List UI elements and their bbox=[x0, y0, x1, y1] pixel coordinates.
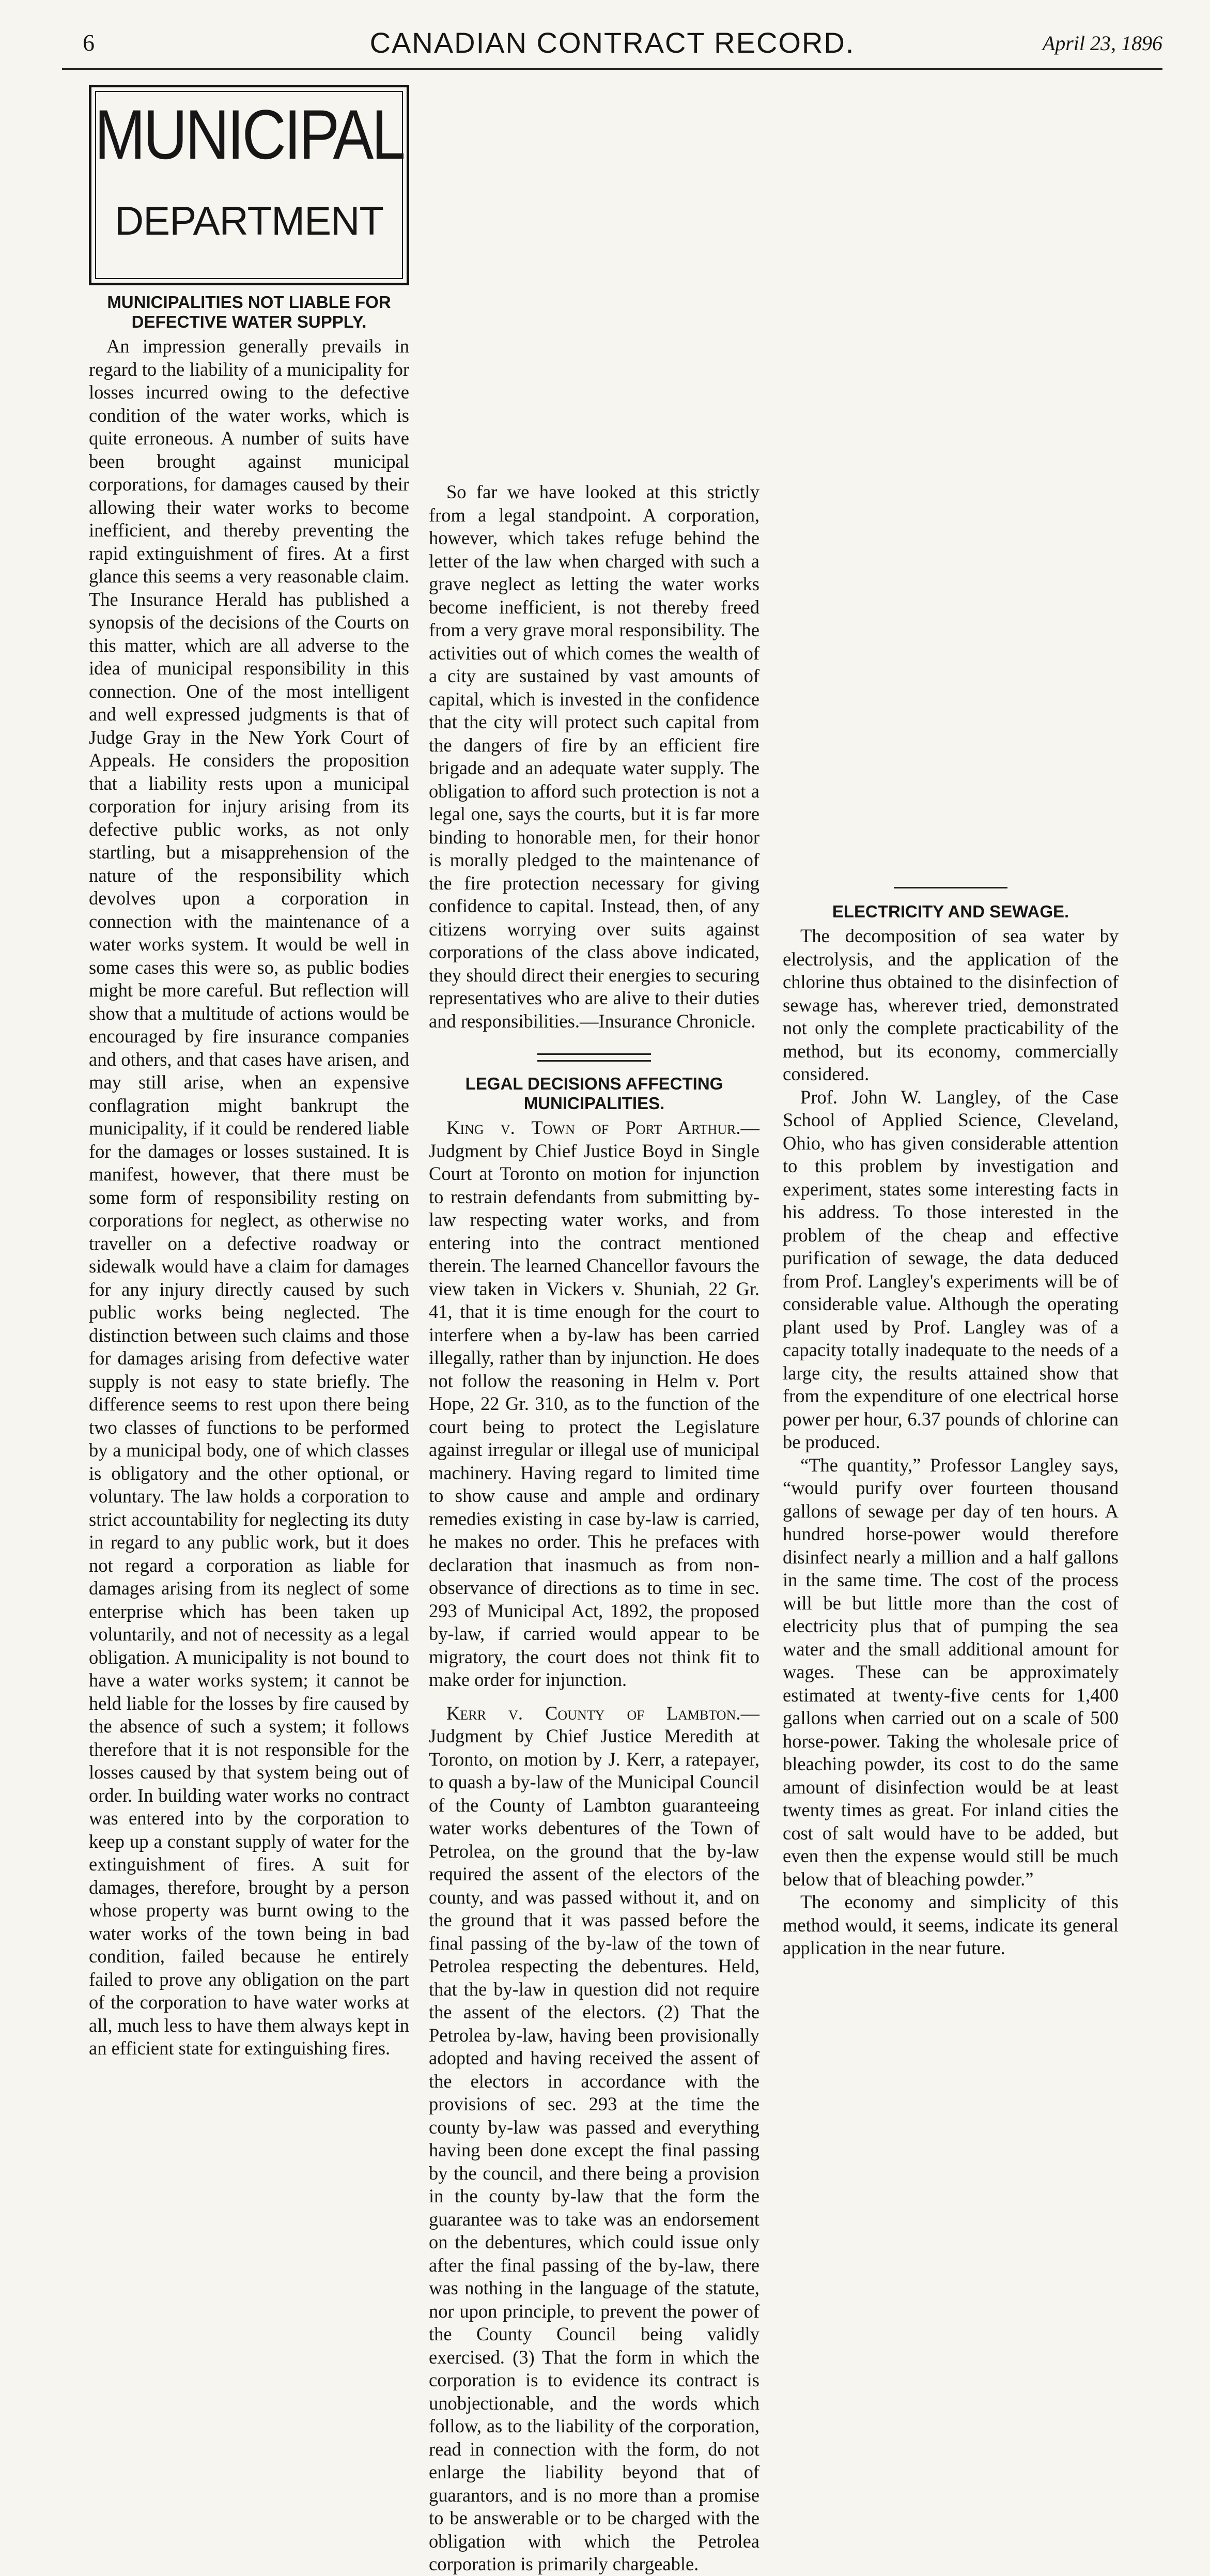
column-1 bbox=[89, 78, 409, 2060]
article2-heading: LEGAL DECISIONS AFFECTING MUNICIPALITIES. bbox=[465, 1074, 723, 1113]
case-paragraph bbox=[429, 1702, 759, 2576]
column-2 bbox=[429, 78, 759, 2576]
case-text: Judgment by Chief Justice Boyd in Single Court at Toronto on motion for injunction to restrain defendants from submitting by-law respecting water works, and from entering into the contract mentioned therein. The learned Chancellor favours the view taken in Vickers v. Shuniah, 22 Gr. 41, that it is time enough for the court to interfere when a by-law has been carried illegally, rather than by injunction. He does not follow the reasoning in Helm v. Port Hope, 22 Gr. 310, as to the function of the court being to protect the Legislature against irregular or illegal use of municipal machinery. Having regard to limited time to show cause and ample and ordinary remedies existing in case by-law is carried, he makes no order. This he prefaces with declaration that inasmuch as from non-observance of directions as to time in sec. 293 of Municipal Act, 1892, the proposed by-law, if carried would appear to be migratory, the court does not think fit to make order for injunction. bbox=[429, 1140, 759, 1690]
article3-paragraph: The decomposition of sea water by electrolysis, and the application of the chlorine thus obtained to the disinfection of sewage has, wherever tried, demonstrated not only the complete practicability of the method, but its economy, commercially considered. bbox=[783, 925, 1119, 1084]
flow-spacer bbox=[783, 78, 1119, 873]
page-number: 6 bbox=[83, 29, 95, 56]
case-text: Judgment by Chief Justice Meredith at Toronto, on motion by J. Kerr, a ratepayer, to quash a by-law of the Municipal Council of the County of Lambton guaranteeing water works debentures of the Town of Petrolea, on the ground that the by-law required the assent of the electors of the county, and was passed without it, and on the ground that it was passed before the final passing of the by-law of the town of Petrolea respecting the debentures. Held, that the by-law in question did not require the assent of the electors. (2) That the Petrolea by-law, having been provisionally adopted and having received the assent of the electors in accordance with the provisions of sec. 293 at the time the county by-law was passed and everything having been done except the final passing by the council, and there being a provision in the county by-law that the form the guarantee was to take was an endorsement on the debentures, which could issue only after the final passing of the by-law, there was nothing in the language of the statute, nor upon principle, to prevent the power of the County Council being validly exercised. (3) That the form in which the corporation is to evidence its contract is unobjectionable, and the words which follow, as to the liability of the corporation, read in connection with the form, do not enlarge the liability beyond that of guarantors, and is no more than a promise to be answerable or to be charged with the obligation with which the Petrolea corporation is primarily chargeable. bbox=[429, 1725, 759, 2574]
masthead: CANADIAN CONTRACT RECORD. bbox=[369, 26, 855, 59]
department-title-line2: DEPARTMENT bbox=[114, 198, 384, 243]
flow-spacer bbox=[429, 78, 759, 481]
case-paragraph bbox=[429, 1116, 759, 1692]
department-box bbox=[89, 85, 409, 285]
page-header bbox=[62, 26, 1162, 67]
article1-paragraph: So far we have looked at this strictly from a legal standpoint. A corporation, however, which takes refuge behind the letter of the law when charged with such a grave neglect as letting the water works become inefficient, is not thereby freed from a very grave moral responsibility. The activities out of which comes the wealth of a city are sustained by vast amounts of capital, which is invested in the confidence that the city will protect such capital from the dangers of fire by an efficient fire brigade and an adequate water supply. The obligation to afford such protection is not a legal one, says the courts, but it is far more binding to honorable men, for their honor is morally pledged to the maintenance of the fire protection necessary for giving confidence to capital. Instead, then, of any citizens worrying over suits against corporations of the class above indicated, they should direct their energies to securing representatives who are alive to their duties and responsibilities.—Insurance Chronicle. bbox=[429, 481, 759, 1032]
department-title-line1: MUNICIPAL bbox=[95, 96, 404, 174]
article3-paragraph: Prof. John W. Langley, of the Case School of Applied Science, Cleveland, Ohio, who has given considerable attention to this problem by investigation and experiment, states some interesting facts in his address. To those interested in the problem of the cheap and effective purification of sewage, the data deduced from Prof. Langley's experiments will be of considerable value. Although the operating plant used by Prof. Langley was of a capacity totally inadequate to the needs of a large city, the results attained show that from the expenditure of one electrical horse power per hour, 6.37 pounds of chlorine can be produced. bbox=[783, 1086, 1119, 1452]
header-rule bbox=[62, 68, 1162, 70]
article1-heading: MUNICIPALITIES NOT LIABLE FOR DEFECTIVE WATER SUPPLY. bbox=[107, 293, 391, 331]
case-title: King v. Town of Port Arthur.— bbox=[446, 1117, 759, 1138]
flow-spacer bbox=[429, 1692, 759, 1702]
case-title: Kerr v. County of Lambton.— bbox=[446, 1702, 759, 1724]
issue-date: April 23, 1896 bbox=[1042, 32, 1162, 55]
article3-paragraph: “The quantity,” Professor Langley says, “would purify over fourteen thousand gallons of sewage per day of ten hours. A hundred horse-power would therefore disinfect nearly a million and a half gallons in the same time. The cost of the process will be but little more than the cost of electricity plus that of pumping the sea water and the small additional amount for wages. These can be approximately estimated at twenty-five cents for 1,400 gallons when carried out on a scale of 500 horse-power. Taking the wholesale price of bleaching powder, its cost to do the same amount of disinfection would be at least twenty times as great. For inland cities the cost of salt would have to be added, but even then the expense would still be much below that of bleaching powder.” bbox=[783, 1454, 1119, 1890]
article3-heading: ELECTRICITY AND SEWAGE. bbox=[832, 902, 1069, 921]
section-divider bbox=[537, 1053, 651, 1062]
article1-paragraph: An impression generally prevails in regard to the liability of a municipality for losses incurred owing to the defective condition of the water works, which is quite erroneous. A number of suits have been brought against municipal corporations, for damages caused by their allowing their water works to become inefficient, and thereby preventing the rapid extinguishment of fires. At a first glance this seems a very reasonable claim. The Insurance Herald has published a synopsis of the decisions of the Courts on this matter, which are all adverse to the idea of municipal responsibility in this connection. One of the most intelligent and well expressed judgments is that of Judge Gray in the New York Court of Appeals. He considers the proposition that a liability rests upon a municipal corporation for injury arising from its defective public works, as not only startling, but a misapprehension of the nature of the responsibility which devolves upon a corporation in connection with the maintenance of a water works system. It would be well in some cases this were so, as public bodies might be more careful. But reflection will show that a multitude of actions would be encouraged by fire insurance companies and others, and that cases have arisen, and may still arise, when an expensive conflagration might bankrupt the municipality, if it could be rendered liable for the damages or losses sustained. It is manifest, however, that there must be some form of responsibility resting on corporations for neglect, as otherwise no traveller on a defective roadway or sidewalk would have a claim for damages for any injury directly caused by such public works being neglected. The distinction between such claims and those for damages arising from defective water supply is not easy to state briefly. The difference seems to rest upon there being two classes of functions to be performed by a municipal body, one of which classes is obligatory and the other optional, or voluntary. The law holds a corporation to strict accountability for neglecting its duty in regard to any public work, but it does not regard a corporation as liable for damages arising from its neglect of some enterprise which has been taken up voluntarily, and not of necessity as a legal obligation. A municipality is not bound to have a water works system; it cannot be held liable for the losses by fire caused by the absence of such a system; it follows therefore that it is not responsible for the losses caused by that system being out of order. In building water works no contract was entered into by the corporation to keep up a constant supply of water for the extinguishment of fires. A suit for damages, therefore, brought by a person whose property was burnt owing to the water works of the town being in bad condition, failed because he entirely failed to prove any obligation on the part of the corporation to have water works at all, much less to have them always kept in an efficient state for extinguishing fires. bbox=[89, 335, 409, 2059]
column-3 bbox=[783, 78, 1119, 1960]
section-divider bbox=[894, 887, 1007, 888]
article3-paragraph: The economy and simplicity of this method would, it seems, indicate its general application in the near future. bbox=[783, 1891, 1119, 1958]
